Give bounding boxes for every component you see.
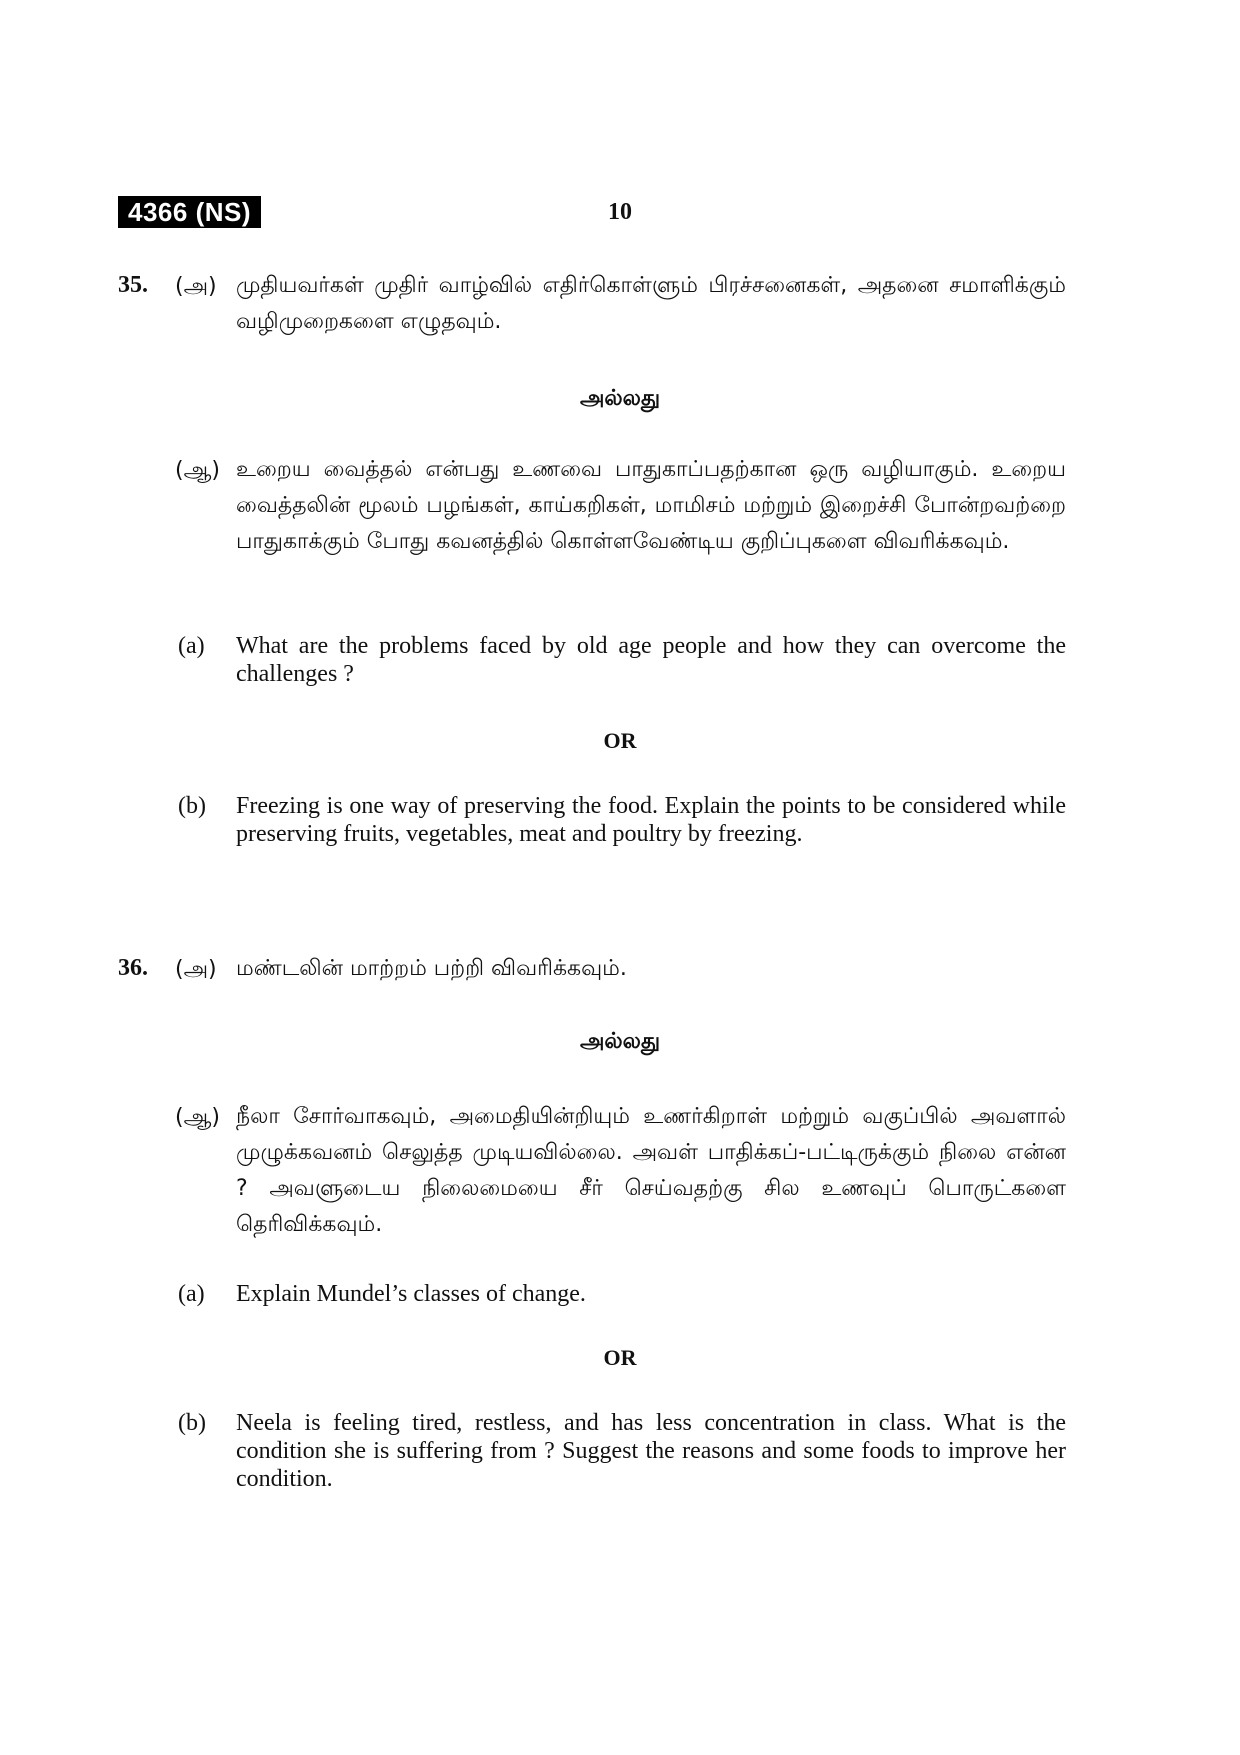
page-number: 10 [608,199,632,225]
tamil-option-b-label: (ஆ) [175,458,220,483]
english-option-b-label: (b) [178,1410,206,1436]
tamil-option-b-text: உறைய வைத்தல் என்பது உணவை பாதுகாப்பதற்கான ஒரு வழியாகும். உறைய வைத்தலின் மூலம் பழங்கள், காய்கறிகள், மாமிசம் மற்றும் இறைச்சி போன்றவற்றை பாதுகாக்கும் போது கவனத்தில் கொள்ளவேண்டிய குறிப்புகளை விவரிக்கவும். [236,457,1066,554]
english-option-a-label: (a) [178,1281,205,1307]
tamil-option-a-text: முதியவர்கள் முதிர் வாழ்வில் எதிர்கொள்ளும் பிரச்சனைகள், அதனை சமாளிக்கும் வழிமுறைகளை எழுதவும். [236,273,1066,334]
english-option-b-label: (b) [178,793,206,819]
english-or-separator: OR [603,1345,637,1370]
english-option-a-text: Explain Mundel’s classes of change. [236,1281,586,1307]
tamil-or-separator: அல்லது [579,1029,661,1054]
english-option-b-text: Neela is feeling tired, restless, and has less concentration in class. What is the condition she is suffering from ? Suggest the reasons and some foods to improve her condition. [236,1410,1066,1492]
paper-code-badge: 4366 (NS) [118,196,261,228]
english-option-a-label: (a) [178,633,205,659]
english-option-b-text: Freezing is one way of preserving the food. Explain the points to be considered while preserving fruits, vegetables, meat and poultry by freezing. [236,793,1066,847]
tamil-option-a-text: மண்டலின் மாற்றம் பற்றி விவரிக்கவும். [236,956,627,981]
tamil-option-b-label: (ஆ) [175,1105,220,1130]
tamil-option-a-label: (அ) [175,957,217,982]
english-option-a-text: What are the problems faced by old age people and how they can overcome the challenges ? [236,633,1066,687]
tamil-or-separator: அல்லது [579,386,661,411]
tamil-option-a-label: (அ) [175,274,217,299]
question-number: 35. [118,272,148,298]
tamil-option-b-text: நீலா சோர்வாகவும், அமைதியின்றியும் உணர்கிறாள் மற்றும் வகுப்பில் அவளால் முழுக்கவனம் செலுத்த முடியவில்லை. அவள் பாதிக்கப்-பட்டிருக்கும் நிலை என்ன ? அவளுடைய நிலைமையை சீர் செய்வதற்கு சில உணவுப் பொருட்களை தெரிவிக்கவும். [236,1104,1066,1237]
english-or-separator: OR [603,728,637,753]
question-number: 36. [118,955,148,981]
